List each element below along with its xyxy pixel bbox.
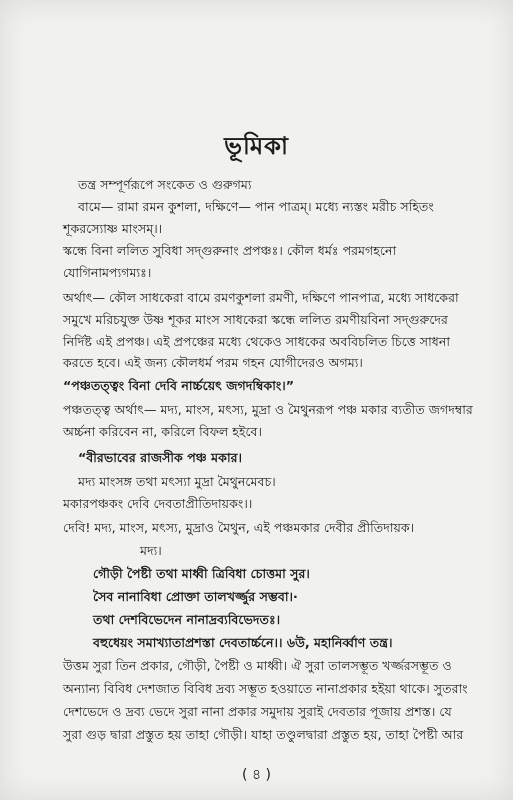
- text-line-8: নির্দিষ্ট এই প্রপঞ্চ। এই প্রপঞ্চের মধ্যে থেকেও সাধকের অববিচলিত চিত্তে সাধনা: [63, 334, 451, 349]
- text-line-5: যোগিনামপ্যগম্যঃ।: [63, 265, 152, 280]
- text-line-24: দেশভেদে ও দ্রব্য ভেদে সুরা নানা প্রকার সমুদায় সুরাই দেবতার পূজায় প্রশস্ত। যে: [63, 704, 452, 719]
- text-line-6: অর্থাৎ— কৌল সাধকেরা বামে রমণকুশলা রমণী, দক্ষিণে পানপাত্র, মধ্যে সাধকেরা: [63, 290, 459, 305]
- text-line-11: পঞ্চতত্ত্ব অর্থাৎ— মদ্য, মাংস, মৎস্য, মুদ্রা ও মৈথুনরূপ পঞ্চ মকার ব্যতীত জগদম্বার: [63, 402, 473, 417]
- text-line-14: মদ্য মাংসঙ্গ তথা মৎস্যা মুদ্রা মৈথুনমেবচ।: [78, 474, 276, 489]
- text-line-18: গৌড়ী পৈষ্টী তথা মাধ্বী ত্রিবিধা চোত্তমা সুর।: [93, 566, 310, 581]
- text-line-20: তথা দেশবিভেদেন নানাদ্রব্যবিভেদতঃ।: [93, 612, 281, 627]
- page-title: ভূমিকা: [224, 132, 289, 160]
- text-line-16: দেবি! মদ্য, মাংস, মৎস্য, মুদ্রাও মৈথুন, এই পঞ্চমকার দেবীর প্রীতিদায়ক।: [63, 520, 415, 535]
- text-line-21: বহুধেয়ং সমাখ্যাতাপ্রশস্তা দেবতার্চ্চনে।। ৬উ, মহানির্ব্বাণ তন্ত্র।: [93, 635, 393, 650]
- text-line-1: তন্ত্র সম্পূর্ণরূপে সংকেত ও গুরুগম্য: [78, 177, 252, 192]
- text-line-19: সৈব নানাবিধা প্রোক্তা তালখর্জ্জুর সম্ভবা।·: [93, 589, 298, 604]
- text-line-15: মকারপঞ্চকং দেবি দেবতাপ্রীতিদায়কং।।: [63, 496, 253, 511]
- text-line-10: “পঞ্চতত্ত্বং বিনা দেবি নার্চ্চয়েৎ জগদম্বিকাং।”: [63, 378, 295, 393]
- text-line-9: করতে হবে। এই জন্য কৌলধর্ম পরম গহন যোগীদেরও অগম্য।: [63, 355, 363, 370]
- text-line-4: স্কন্ধে বিনা ললিত সুবিধা সদ্গুরুনাং প্রপঞ্চঃ। কৌল ধর্মঃ পরমগহনো: [63, 243, 397, 258]
- text-line-13: “বীরভাবের রাজসীক পঞ্চ মকার।: [78, 450, 243, 465]
- text-line-25: সুরা গুড় দ্বারা প্রস্তুত হয় তাহা গৌড়ী। যাহা তণ্ডুলদ্বারা প্রস্তুত হয়, তাহা পৈষ্টী আর: [63, 727, 464, 742]
- text-line-2: বামে— রামা রমন কুশলা, দক্ষিণে— পান পাত্রম্। মধ্যে ন্যস্তং মরীচ সহিতং: [78, 199, 434, 214]
- text-line-23: অন্যান্য বিবিধ দেশজাত বিবিধ দ্রব্য সম্ভূত হওয়াতে নানাপ্রকার হইয়া থাকে। সুতরাং: [63, 681, 468, 696]
- page-number: ( ৪ ): [242, 767, 271, 783]
- text-line-22: উত্তম সুরা তিন প্রকার, গৌড়ী, পৈষ্টী ও মাধ্বী। ঐ সুরা তালসম্ভূত খর্জ্জরসম্ভূত ও: [63, 658, 452, 673]
- text-line-7: সমুখে মরিচযুক্ত উষ্ণ শূকর মাংস সাধকেরা স্কন্ধে ললিত রমণীয়বিনা সদ্গুরুদের: [63, 312, 448, 327]
- text-line-17: মদ্য।: [140, 543, 162, 558]
- text-line-12: অর্চ্চনা করিবেন না, করিলে বিফল হইবে।: [63, 424, 263, 439]
- text-line-3: শূকরস্যোষ্ণ মাংসম্।।: [63, 221, 163, 236]
